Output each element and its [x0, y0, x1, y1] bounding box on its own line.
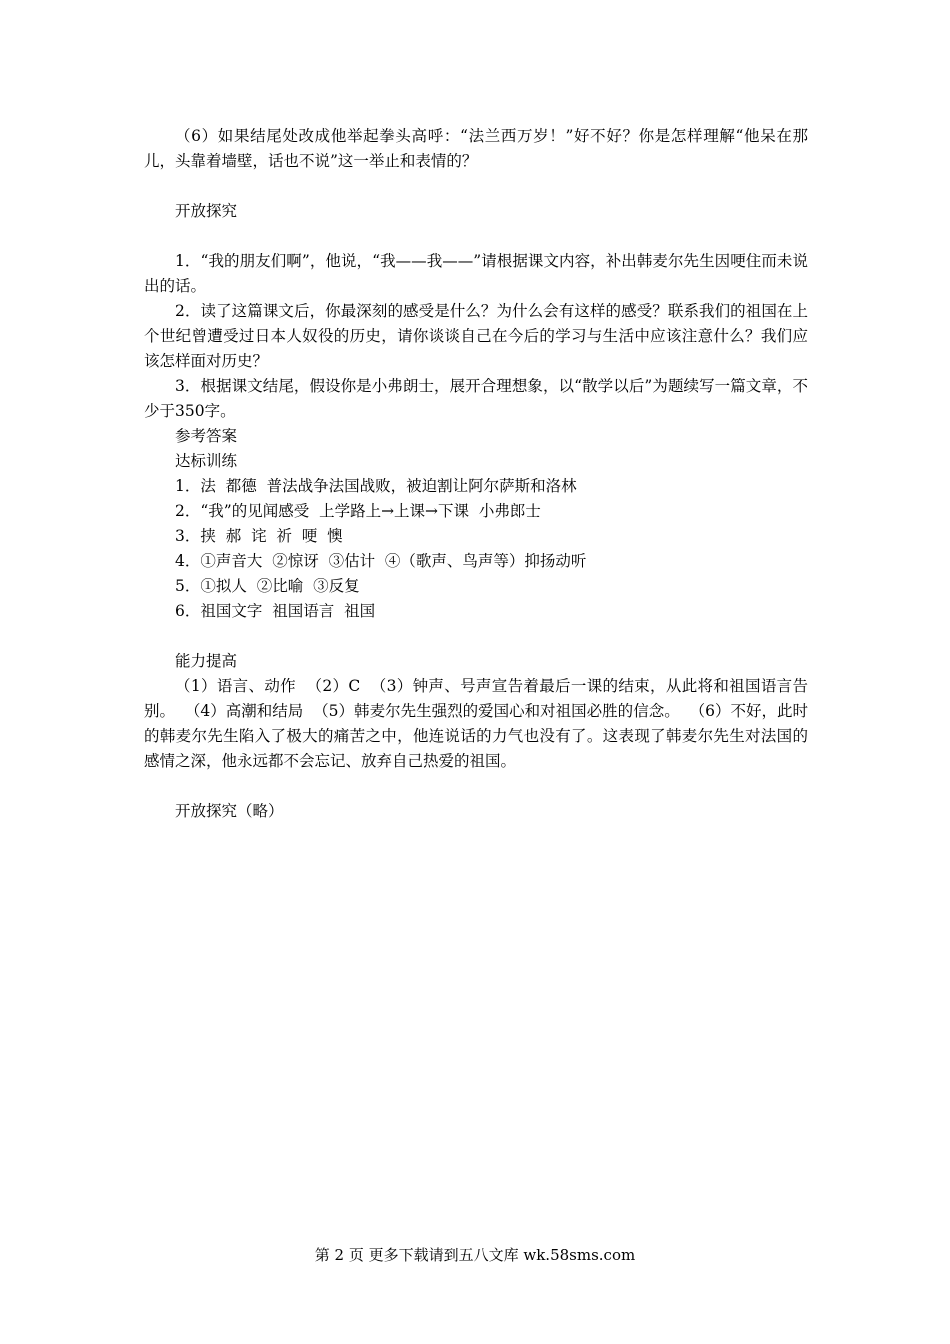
- ability-answers: （1）语言、动作 （2）C （3）钟声、号声宣告着最后一课的结束，从此将和祖国语言告别。 （4）高潮和结局 （5）韩麦尔先生强烈的爱国心和对祖国必胜的信念。 （6）不好，此时的韩麦尔先生陷入了极大的痛苦之中，他连说话的力气也没有了。这表现了韩麦尔先生对法国的感情之深，他永远都不会忘记、放弃自己热爱的祖国。: [144, 677, 808, 770]
- drill-item-6: 6．祖国文字 祖国语言 祖国: [175, 602, 376, 620]
- open-inquiry-item-2: 2．读了这篇课文后，你最深刻的感受是什么？为什么会有这样的感受？联系我们的祖国在上个世纪曾遭受过日本人奴役的历史，请你谈谈自己在今后的学习与生活中应该注意什么？我们应该怎样面对历史？: [144, 302, 808, 370]
- spacer: [144, 224, 808, 249]
- drill-item-1: 1．法 都德 普法战争法国战败，被迫割让阿尔萨斯和洛林: [175, 477, 577, 495]
- ability-heading: 能力提高: [175, 652, 238, 670]
- open-inquiry-item-3: 3．根据课文结尾，假设你是小弗朗士，展开合理想象，以“散学以后”为题续写一篇文章，不少于350字。: [144, 377, 808, 420]
- question-6-paragraph: （6）如果结尾处改成他举起拳头高呼：“法兰西万岁！”好不好？你是怎样理解“他呆在那儿，头靠着墙壁，话也不说”这一举止和表情的？: [144, 127, 808, 170]
- page-footer: 第 2 页 更多下载请到五八文库 wk.58sms.com: [314, 1246, 636, 1264]
- spacer: [144, 774, 808, 799]
- spacer: [144, 174, 808, 199]
- drill-item-4: 4．①声音大 ②惊讶 ③估计 ④（歌声、鸟声等）抑扬动听: [175, 552, 587, 570]
- open-inquiry-item-1: 1．“我的朋友们啊”，他说，“我——我——”请根据课文内容，补出韩麦尔先生因哽住而未说出的话。: [144, 252, 808, 295]
- spacer: [144, 624, 808, 649]
- drill-item-5: 5．①拟人 ②比喻 ③反复: [175, 577, 360, 595]
- open-inquiry-answer: 开放探究（略）: [175, 802, 284, 820]
- open-inquiry-heading: 开放探究: [175, 202, 238, 220]
- drill-item-2: 2．“我”的见闻感受 上学路上→上课→下课 小弗郎士: [175, 502, 541, 520]
- document-body: [144, 124, 808, 824]
- answers-heading: 参考答案: [175, 427, 238, 445]
- drill-item-3: 3．挟 郝 诧 祈 哽 懊: [175, 527, 343, 545]
- drill-heading: 达标训练: [175, 452, 238, 470]
